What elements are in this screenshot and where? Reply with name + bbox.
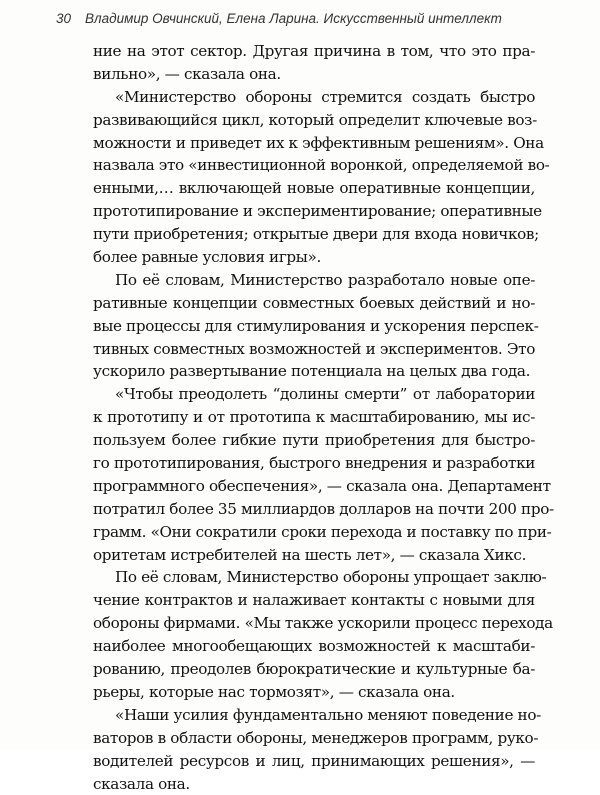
text-line: пользуем более гибкие пути приобретения для быстро- [93,429,535,452]
text-line: обороны фирмами. «Мы также ускорили процесс перехода [93,612,535,635]
page-number: 30 [56,11,71,26]
text-line: программного обеспечения», — сказала она. Департамент [93,475,535,498]
text-line: По её словам, Министерство разработало новые опе- [93,269,535,292]
text-line: более равные условия игры». [93,246,535,269]
text-line: развивающийся цикл, который определит ключевые воз- [93,109,535,132]
text-line: грамм. «Они сократили сроки перехода и поставку по при- [93,521,535,544]
text-line: ние на этот сектор. Другая причина в том, что это пра- [93,40,535,63]
text-line: ративные концепции совместных боевых действий и но- [93,292,535,315]
text-line: водителей ресурсов и лиц, принимающих решения», — [93,750,535,773]
text-line: ваторов в области обороны, менеджеров программ, руко- [93,727,535,750]
text-line: оритетам истребителей на шесть лет», — сказала Хикс. [93,544,535,567]
body-text [93,40,535,795]
text-line: потратил более 35 миллиардов долларов на почти 200 про- [93,498,535,521]
text-line: «Чтобы преодолеть “долины смерти” от лаборатории [93,383,535,406]
text-line: вильно», — сказала она. [93,63,535,86]
text-line: «Министерство обороны стремится создать быстро [93,86,535,109]
text-line: к прототипу и от прототипа к масштабированию, мы ис- [93,406,535,429]
text-line: го прототипирования, быстрого внедрения и разработки [93,452,535,475]
text-line: наиболее многообещающих возможностей к масштаби- [93,635,535,658]
text-line: назвала это «инвестиционной воронкой, определяемой во- [93,154,535,177]
text-line: «Наши усилия фундаментально меняют поведение но- [93,704,535,727]
text-line: прототипирование и экспериментирование; оперативные [93,200,535,223]
text-line: енными,… включающей новые оперативные концепции, [93,177,535,200]
text-line: чение контрактов и налаживает контакты с новыми для [93,589,535,612]
text-line: По её словам, Министерство обороны упрощает заклю- [93,566,535,589]
running-title: Владимир Овчинский, Елена Ларина. Искусственный интеллект [85,11,502,26]
text-line: пути приобретения; открытые двери для входа новичков; [93,223,535,246]
text-line: вые процессы для стимулирования и ускорения перспек- [93,315,535,338]
text-line: рьеры, которые нас тормозят», — сказала она. [93,681,535,704]
text-line: рованию, преодолев бюрократические и культурные ба- [93,658,535,681]
text-line: сказала она. [93,773,535,795]
running-header [56,8,556,30]
text-line: можности и приведет их к эффективным решениям». Она [93,132,535,155]
text-line: тивных совместных возможностей и экспериментов. Это [93,338,535,361]
text-line: ускорило развертывание потенциала на целых два года. [93,360,535,383]
